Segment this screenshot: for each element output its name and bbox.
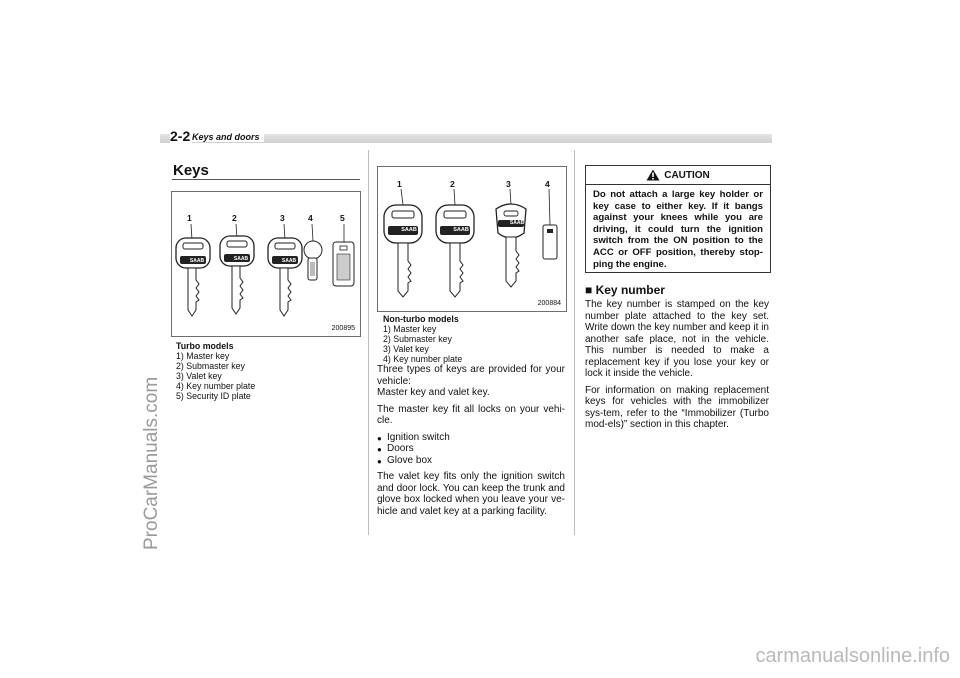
- master-key-icon: [384, 205, 422, 297]
- paragraph: The valet key fits only the ignition switch and door lock. You can keep the trunk and glove box locked when you leave your ve-hicle and valet key at a parking facility.: [377, 471, 565, 517]
- submaster-key-icon: [436, 205, 474, 297]
- paragraph: For information on making replacement keys for vehicles with the immobilizer sys-tem, refer to the “Immobilizer (Turbo mod-els)” section in this chapter.: [585, 384, 769, 430]
- brand-label: SAAB: [509, 220, 525, 226]
- non-turbo-caption: [383, 314, 462, 364]
- paragraph: The master key fit all locks on your vehi-cle.: [377, 403, 565, 426]
- valet-key-icon: [496, 204, 526, 287]
- callout-3: 3: [506, 179, 511, 189]
- callout-3: 3: [280, 213, 285, 223]
- warning-triangle-icon: [646, 169, 660, 181]
- caption-title: Non-turbo models: [383, 314, 459, 324]
- bullet-item: ● Doors: [377, 443, 565, 455]
- caution-text: Do not attach a large key holder or key case to either key. If it bangs against your knees while you are driving, it could turn the ignition switch from the ON position to the ACC or OFF position, thereby stop-ping the engine.: [593, 189, 763, 270]
- section-marker-icon: ■: [585, 283, 593, 297]
- security-id-plate-icon: [333, 242, 354, 286]
- page-number: 2-2: [170, 128, 191, 144]
- key-number-plate-icon: [304, 241, 322, 280]
- callout-5: 5: [340, 213, 345, 223]
- section-title: Keys and doors: [192, 132, 264, 142]
- keys-heading: Keys: [173, 162, 209, 179]
- figure-number: 200895: [331, 325, 355, 332]
- column-divider: [574, 150, 575, 535]
- keys-body-text: [377, 364, 565, 522]
- submaster-key-icon: [220, 236, 254, 314]
- caption-item: 3) Valet key: [176, 371, 222, 381]
- caption-item: 2) Submaster key: [383, 334, 452, 344]
- callout-2: 2: [450, 179, 455, 189]
- paragraph: Master key and valet key.: [377, 387, 490, 398]
- caution-box: [585, 165, 771, 273]
- caption-item: 5) Security ID plate: [176, 391, 251, 401]
- key-number-plate-icon: [543, 225, 557, 259]
- brand-label: SAAB: [453, 227, 469, 233]
- column-divider: [368, 150, 369, 535]
- brand-label: SAAB: [401, 227, 417, 233]
- bottom-watermark: carmanualsonline.info: [755, 645, 950, 667]
- brand-label: SAAB: [281, 258, 297, 264]
- caption-item: 4) Key number plate: [383, 354, 463, 364]
- side-watermark: ProCarManuals.com: [141, 376, 162, 550]
- caution-header: [586, 166, 770, 185]
- callout-4: 4: [308, 213, 313, 223]
- turbo-keys-figure: [171, 191, 361, 337]
- caption-title: Turbo models: [176, 341, 234, 351]
- brand-label: SAAB: [189, 258, 205, 264]
- caption-item: 3) Valet key: [383, 344, 429, 354]
- paragraph: The key number is stamped on the key number plate attached to the key set. Write down the key number and keep it in another safe place, not in the vehicle. This number is needed to make a replacement key if you lose your key or lock it inside the vehicle.: [585, 299, 769, 379]
- caption-item: 1) Master key: [176, 351, 230, 361]
- bullet-list: [377, 432, 565, 467]
- brand-label: SAAB: [233, 256, 249, 262]
- heading-rule: [172, 179, 360, 180]
- caption-item: 1) Master key: [383, 324, 437, 334]
- callout-2: 2: [232, 213, 237, 223]
- key-number-heading: [585, 283, 665, 297]
- bullet-item: ● Ignition switch: [377, 432, 565, 444]
- valet-key-icon: [268, 238, 302, 316]
- caption-item: 2) Submaster key: [176, 361, 245, 371]
- bullet-item: ● Glove box: [377, 455, 565, 467]
- master-key-icon: [176, 238, 210, 316]
- non-turbo-keys-figure: [377, 166, 567, 312]
- callout-1: 1: [397, 179, 402, 189]
- paragraph: Three types of keys are provided for your vehicle:: [377, 364, 565, 387]
- key-number-title: Key number: [595, 283, 665, 297]
- callout-1: 1: [187, 213, 192, 223]
- callout-4: 4: [545, 179, 550, 189]
- non-turbo-keys-illustration: [378, 167, 566, 311]
- caption-item: 4) Key number plate: [176, 381, 256, 391]
- key-number-body-text: [585, 299, 769, 436]
- figure-number: 200884: [537, 300, 561, 307]
- caution-label: CAUTION: [664, 169, 710, 181]
- turbo-caption: [176, 341, 255, 401]
